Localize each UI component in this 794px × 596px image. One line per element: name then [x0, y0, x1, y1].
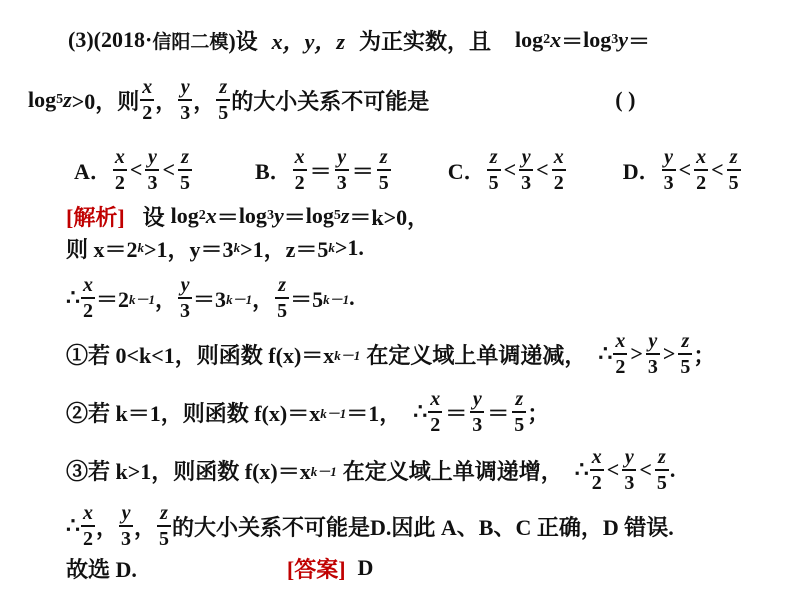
option-d[interactable]: D． $\frac{y}{3}$ < $\frac{x}{2}$ < $\frac{z}{5}$ — [622, 146, 739, 194]
answer-tag: [答案] — [286, 556, 346, 582]
option-c[interactable]: C． $\frac{z}{5}$ < $\frac{y}{3}$ < $\frac{x}{2}$ — [447, 146, 564, 194]
question-line-1: (3)(2018· 信阳二模 )设 x，y，z 为正实数，且 log 2 x ＝ log 3 y ＝ — [68, 27, 651, 54]
frac-y-3: $\frac{y}{3}$ — [180, 76, 191, 124]
case-1: ①若 0<k<1，则函数 f(x)＝x k－1 在定义域上单调递减， ∴ $\frac{x}{2}$ > $\frac{y}{3}$ > $\frac{z}{5}$ ； — [66, 330, 716, 378]
final-line: 故选 D. [答案] D — [66, 546, 373, 590]
question-line-2: log 5 z >0，则 $\frac{x}{2}$ ， $\frac{y}{3}$ ， $\frac{z}{5}$ 的大小关系不可能是 ( ) — [28, 76, 636, 124]
frac-x-2: $\frac{x}{2}$ — [142, 76, 153, 124]
answer-paren: ( ) — [615, 87, 636, 112]
solution-line-1: [解析] 设 log 2 x ＝ log 3 y ＝ log 5 z ＝k>0， — [66, 196, 429, 236]
solution-line-3: ∴ $\frac{x}{2}$ ＝2 k－1 ， $\frac{y}{3}$ ＝3 k－1 ， $\frac{z}{5}$ ＝5 k－1 . — [66, 274, 355, 322]
answer-value: D — [357, 555, 374, 580]
solution-line-2: 则 x＝2 k >1，y＝3 k >1，z＝5 k >1. — [66, 235, 364, 262]
case-2: ②若 k＝1，则函数 f(x)＝x k－1 ＝1， ∴ $\frac{x}{2}$ ＝ $\frac{y}{3}$ ＝ $\frac{z}{5}$ ； — [66, 388, 550, 436]
option-a[interactable]: A． $\frac{x}{2}$ < $\frac{y}{3}$ < $\frac{z}{5}$ — [74, 146, 190, 194]
frac-z-5: $\frac{z}{5}$ — [218, 76, 229, 124]
case-3: ③若 k>1，则函数 f(x)＝x k－1 在定义域上单调递增， ∴ $\frac{x}{2}$ < $\frac{y}{3}$ < $\frac{z}{5}$ . — [66, 446, 676, 494]
analysis-tag: [解析] — [66, 204, 125, 230]
conclusion-line: ∴ $\frac{x}{2}$ ， $\frac{y}{3}$ ， $\frac{z}{5}$ 的大小关系不可能是D.因此 A、B、C 正确，D 错误. — [66, 502, 674, 550]
option-b[interactable]: B． $\frac{x}{2}$ ＝ $\frac{y}{3}$ ＝ $\frac{z}{5}$ — [254, 146, 389, 194]
options-line — [74, 144, 742, 196]
